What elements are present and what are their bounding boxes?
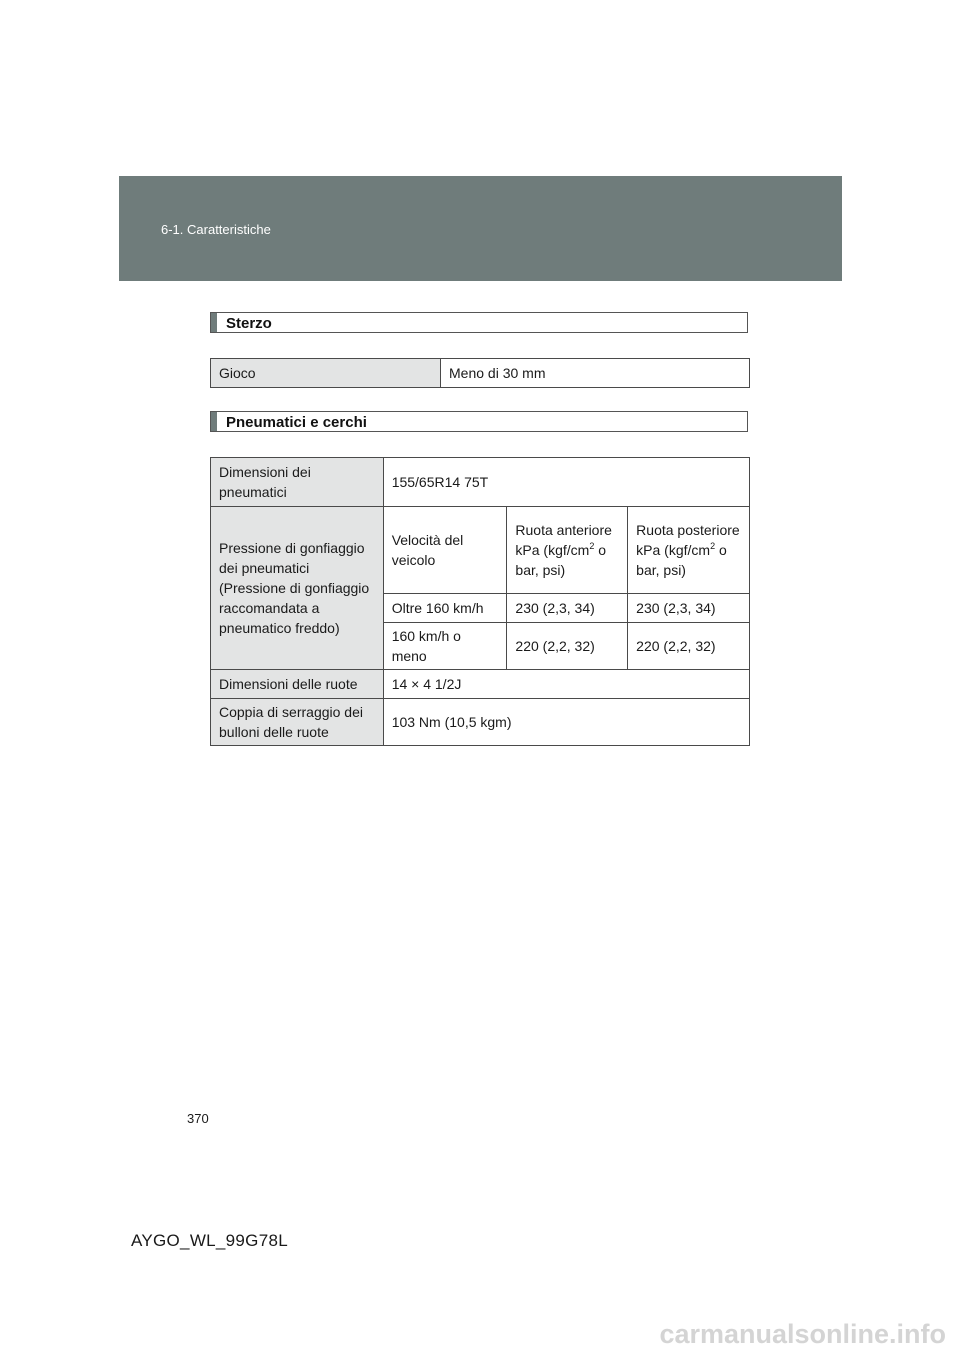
table-row	[211, 359, 750, 388]
table-row	[211, 670, 750, 699]
wheel-size-label: Dimensioni delle ruote	[211, 670, 384, 699]
torque-value: 103 Nm (10,5 kgm)	[383, 699, 749, 746]
rear-pressure-cell: 220 (2,2, 32)	[628, 623, 750, 670]
torque-label: Coppia di serraggio dei bulloni delle ruote	[211, 699, 384, 746]
steering-heading	[210, 312, 748, 333]
front-pressure-cell: 220 (2,2, 32)	[507, 623, 628, 670]
table-row	[211, 458, 750, 507]
wheel-size-value: 14 × 4 1/2J	[383, 670, 749, 699]
rear-header: Ruota posteriore kPa ($kgf/cm^2$ o bar, psi)	[628, 507, 750, 594]
table-row	[211, 699, 750, 746]
tires-heading-text: Pneumatici e cerchi	[226, 414, 367, 431]
play-label: Gioco	[211, 359, 441, 388]
speed-header: Velocità del veicolo	[383, 507, 507, 594]
steering-heading-text: Sterzo	[226, 315, 272, 332]
rear-pressure-cell: 230 (2,3, 34)	[628, 594, 750, 623]
heading-marker	[211, 412, 217, 431]
heading-marker	[211, 313, 217, 332]
header-band	[119, 176, 842, 281]
front-header: Ruota anteriore kPa ($kgf/cm^2$ o bar, psi)	[507, 507, 628, 594]
table-row	[211, 507, 750, 594]
page-number: 370	[187, 1111, 209, 1126]
speed-cell: Oltre 160 km/h	[383, 594, 507, 623]
section-title: 6-1. Caratteristiche	[161, 222, 271, 237]
document-code: AYGO_WL_99G78L	[131, 1231, 288, 1250]
steering-table	[210, 358, 750, 388]
front-pressure-cell: 230 (2,3, 34)	[507, 594, 628, 623]
tires-table	[210, 457, 750, 746]
speed-cell: 160 km/h o meno	[383, 623, 507, 670]
pressure-label: Pressione di gonfiaggio dei pneumatici (Pressione di gonfiaggio raccomandata a pneumatico freddo)	[211, 507, 384, 670]
play-value: Meno di 30 mm	[441, 359, 750, 388]
tire-size-label: Dimensioni dei pneumatici	[211, 458, 384, 507]
tire-size-value: 155/65R14 75T	[383, 458, 749, 507]
tires-heading	[210, 411, 748, 432]
watermark: carmanualsonline.info	[659, 1319, 946, 1349]
